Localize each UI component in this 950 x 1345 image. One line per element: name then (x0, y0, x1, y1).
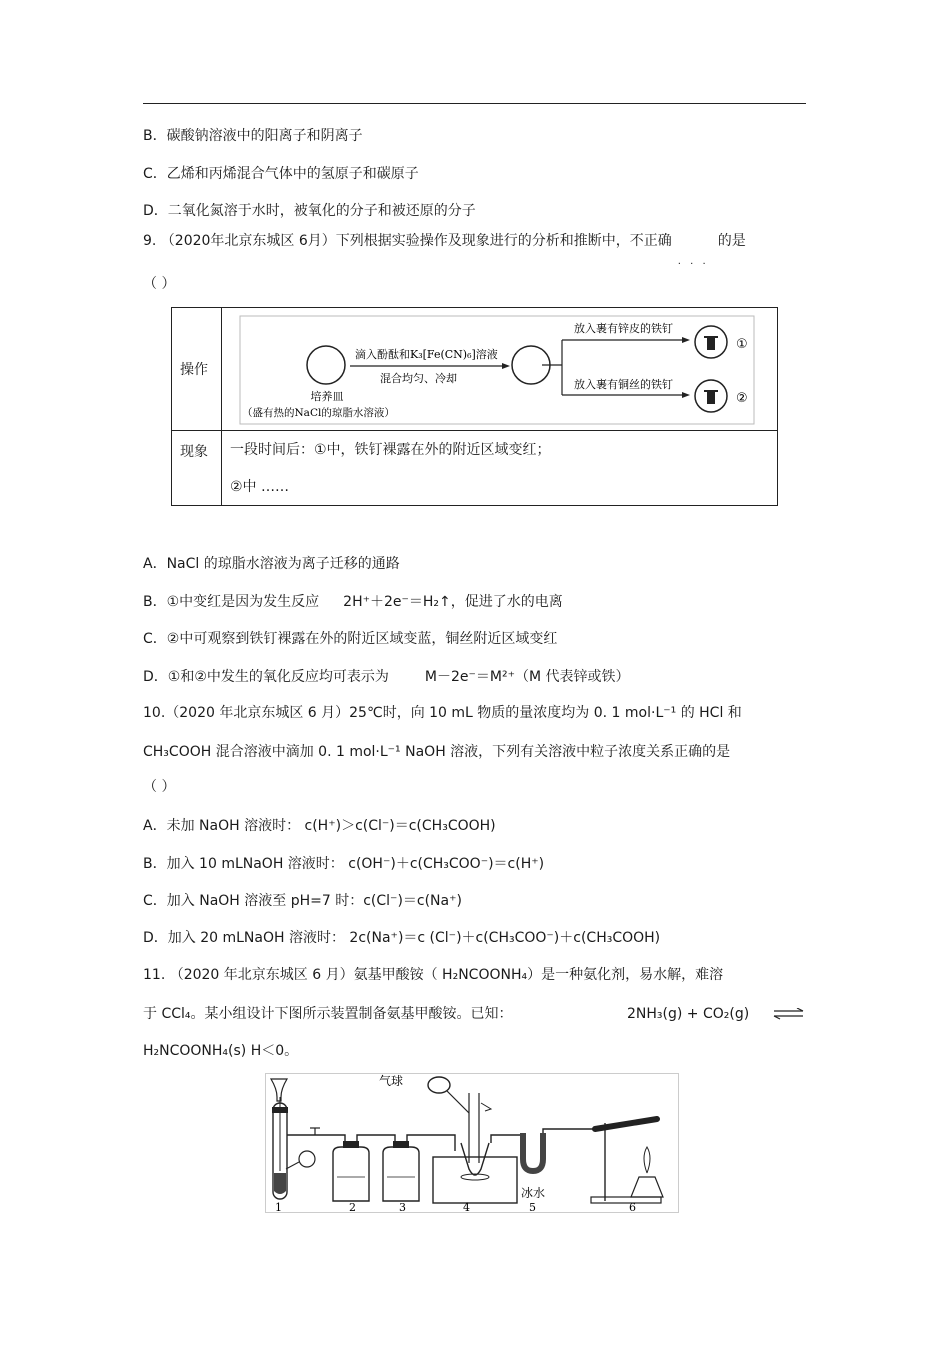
option-c-prev: C．乙烯和丙烯混合气体中的氢原子和碳原子 (143, 166, 419, 182)
q11-stem-1: 11. （2020 年北京东城区 6 月）氨基甲酸铵（ H₂NCOONH₄）是一种氨化剂，易水解，难溶 (143, 967, 724, 983)
q9-option-d-equation: M－2e⁻＝M²⁺（M 代表锌或铁） (424, 669, 630, 685)
operation-diagram-cell (222, 308, 778, 431)
dropping-funnel-icon (271, 1079, 287, 1101)
operation-label-cell (172, 308, 222, 431)
balloon-label: 气球 (379, 1074, 404, 1088)
branch1-label: 放入裹有锌皮的铁钉 (574, 322, 673, 335)
u-tube-5-icon (523, 1133, 543, 1171)
q10-paren: （ ） (143, 779, 176, 795)
q9-option-c: C．②中可观察到铁钉裸露在外的附近区域变蓝，铜丝附近区域变红 (143, 631, 558, 647)
reagent-label: 滴入酚酞和K₃[Fe(CN)₆]溶液 (355, 348, 498, 361)
q10-stem-1: 10.（2020 年北京东城区 6 月）25℃时，向 10 mL 物质的量浓度均为 0. 1 mol·L⁻¹ 的 HCl 和 (143, 705, 742, 721)
nail-icon (707, 392, 715, 404)
q10-option-a: A．未加 NaOH 溶液时： c(H⁺)＞c(Cl⁻)＝c(CH₃COOH) (143, 818, 496, 834)
arrow-head-icon (502, 363, 510, 369)
phenomenon-cell (222, 431, 778, 506)
dish-note: （盛有热的NaCl的琼脂水溶液） (242, 407, 395, 419)
arrow-head-icon (682, 392, 690, 398)
phenomenon-line-2: ②中 …… (230, 479, 290, 495)
q9-option-b-equation: 2H⁺＋2e⁻＝H₂↑，促进了水的电离 (343, 594, 563, 610)
q9-option-b-text: B．①中变红是因为发生反应 (143, 594, 320, 610)
option-d-prev: D．二氧化氮溶于水时，被氧化的分子和被还原的分子 (143, 203, 476, 219)
label-2: 2 (349, 1201, 356, 1213)
label-5: 5 (529, 1201, 536, 1213)
q11-equation: 2NH₃(g) + CO₂(g) (627, 1006, 750, 1022)
dish-label: 培养皿 (310, 390, 344, 403)
mix-label: 混合均匀、冷却 (380, 372, 457, 385)
bottle-2-icon (333, 1147, 369, 1201)
q9-option-a: A．NaCl 的琼脂水溶液为离子迁移的通路 (143, 556, 400, 572)
operation-label: 操作 (180, 362, 208, 378)
label-3: 3 (399, 1201, 406, 1213)
bottle-3-icon (383, 1147, 419, 1201)
petri-dish-icon (307, 346, 345, 384)
q9-stem-end: 的是 (717, 233, 746, 249)
mark-1: ① (736, 337, 748, 352)
alcohol-lamp-icon (631, 1177, 663, 1197)
label-1: 1 (275, 1201, 282, 1213)
q10-option-c: C．加入 NaOH 溶液至 pH=7 时：c(Cl⁻)＝c(Na⁺) (143, 893, 462, 909)
phenomenon-label: 现象 (180, 444, 208, 460)
stirrer-arrow-icon (481, 1103, 491, 1111)
nail-icon (707, 338, 715, 350)
ice-water-label: 冰水 (521, 1186, 546, 1200)
q9-stem (143, 232, 746, 250)
experiment-table (171, 307, 778, 506)
q11-stem-3: H₂NCOONH₄(s) H＜0。 (143, 1043, 299, 1059)
phenomenon-line-1: 一段时间后：①中，铁钉裸露在外的附近区域变红； (230, 442, 551, 458)
q9-stem-main: 9. （2020年北京东城区 6月）下列根据实验操作及现象进行的分析和推断中，不正确 (143, 233, 672, 249)
mark-2: ② (736, 391, 748, 406)
equilibrium-arrow-icon (773, 1008, 805, 1020)
arrow-head-icon (682, 337, 690, 343)
q11-stem-2 (143, 1005, 806, 1023)
q10-option-b: B．加入 10 mLNaOH 溶液时： c(OH⁻)＋c(CH₃COO⁻)＝c(H⁺) (143, 856, 545, 872)
q10-option-d: D．加入 20 mLNaOH 溶液时： 2c(Na⁺)＝c (Cl⁻)＋c(CH₃COO⁻)＋c(CH₃COOH) (143, 930, 661, 946)
q9-paren: （ ） (143, 276, 176, 292)
label-6: 6 (629, 1201, 636, 1213)
flask-4-icon (461, 1143, 489, 1175)
apparatus-figure (265, 1073, 679, 1213)
operation-diagram (222, 308, 777, 429)
label-4: 4 (463, 1201, 470, 1213)
branch2-label: 放入裹有铜丝的铁钉 (574, 378, 673, 391)
q9-option-b (143, 593, 563, 611)
q10-stem-2: CH₃COOH 混合溶液中滴加 0. 1 mol·L⁻¹ NaOH 溶液，下列有关溶液中粒子浓度关系正确的是 (143, 744, 731, 760)
header-rule (143, 103, 806, 104)
solid-zoom-icon (299, 1151, 315, 1167)
q11-stem-2-text: 于 CCl₄。某小组设计下图所示装置制备氨基甲酸铵。已知： (143, 1006, 513, 1022)
option-b-prev: B．碳酸钠溶液中的阳离子和阴离子 (143, 128, 363, 144)
phenomenon-label-cell (172, 431, 222, 506)
balloon-icon (428, 1077, 450, 1093)
q9-option-d (143, 668, 630, 686)
q9-option-d-text: D．①和②中发生的氧化反应均可表示为 (143, 669, 389, 685)
